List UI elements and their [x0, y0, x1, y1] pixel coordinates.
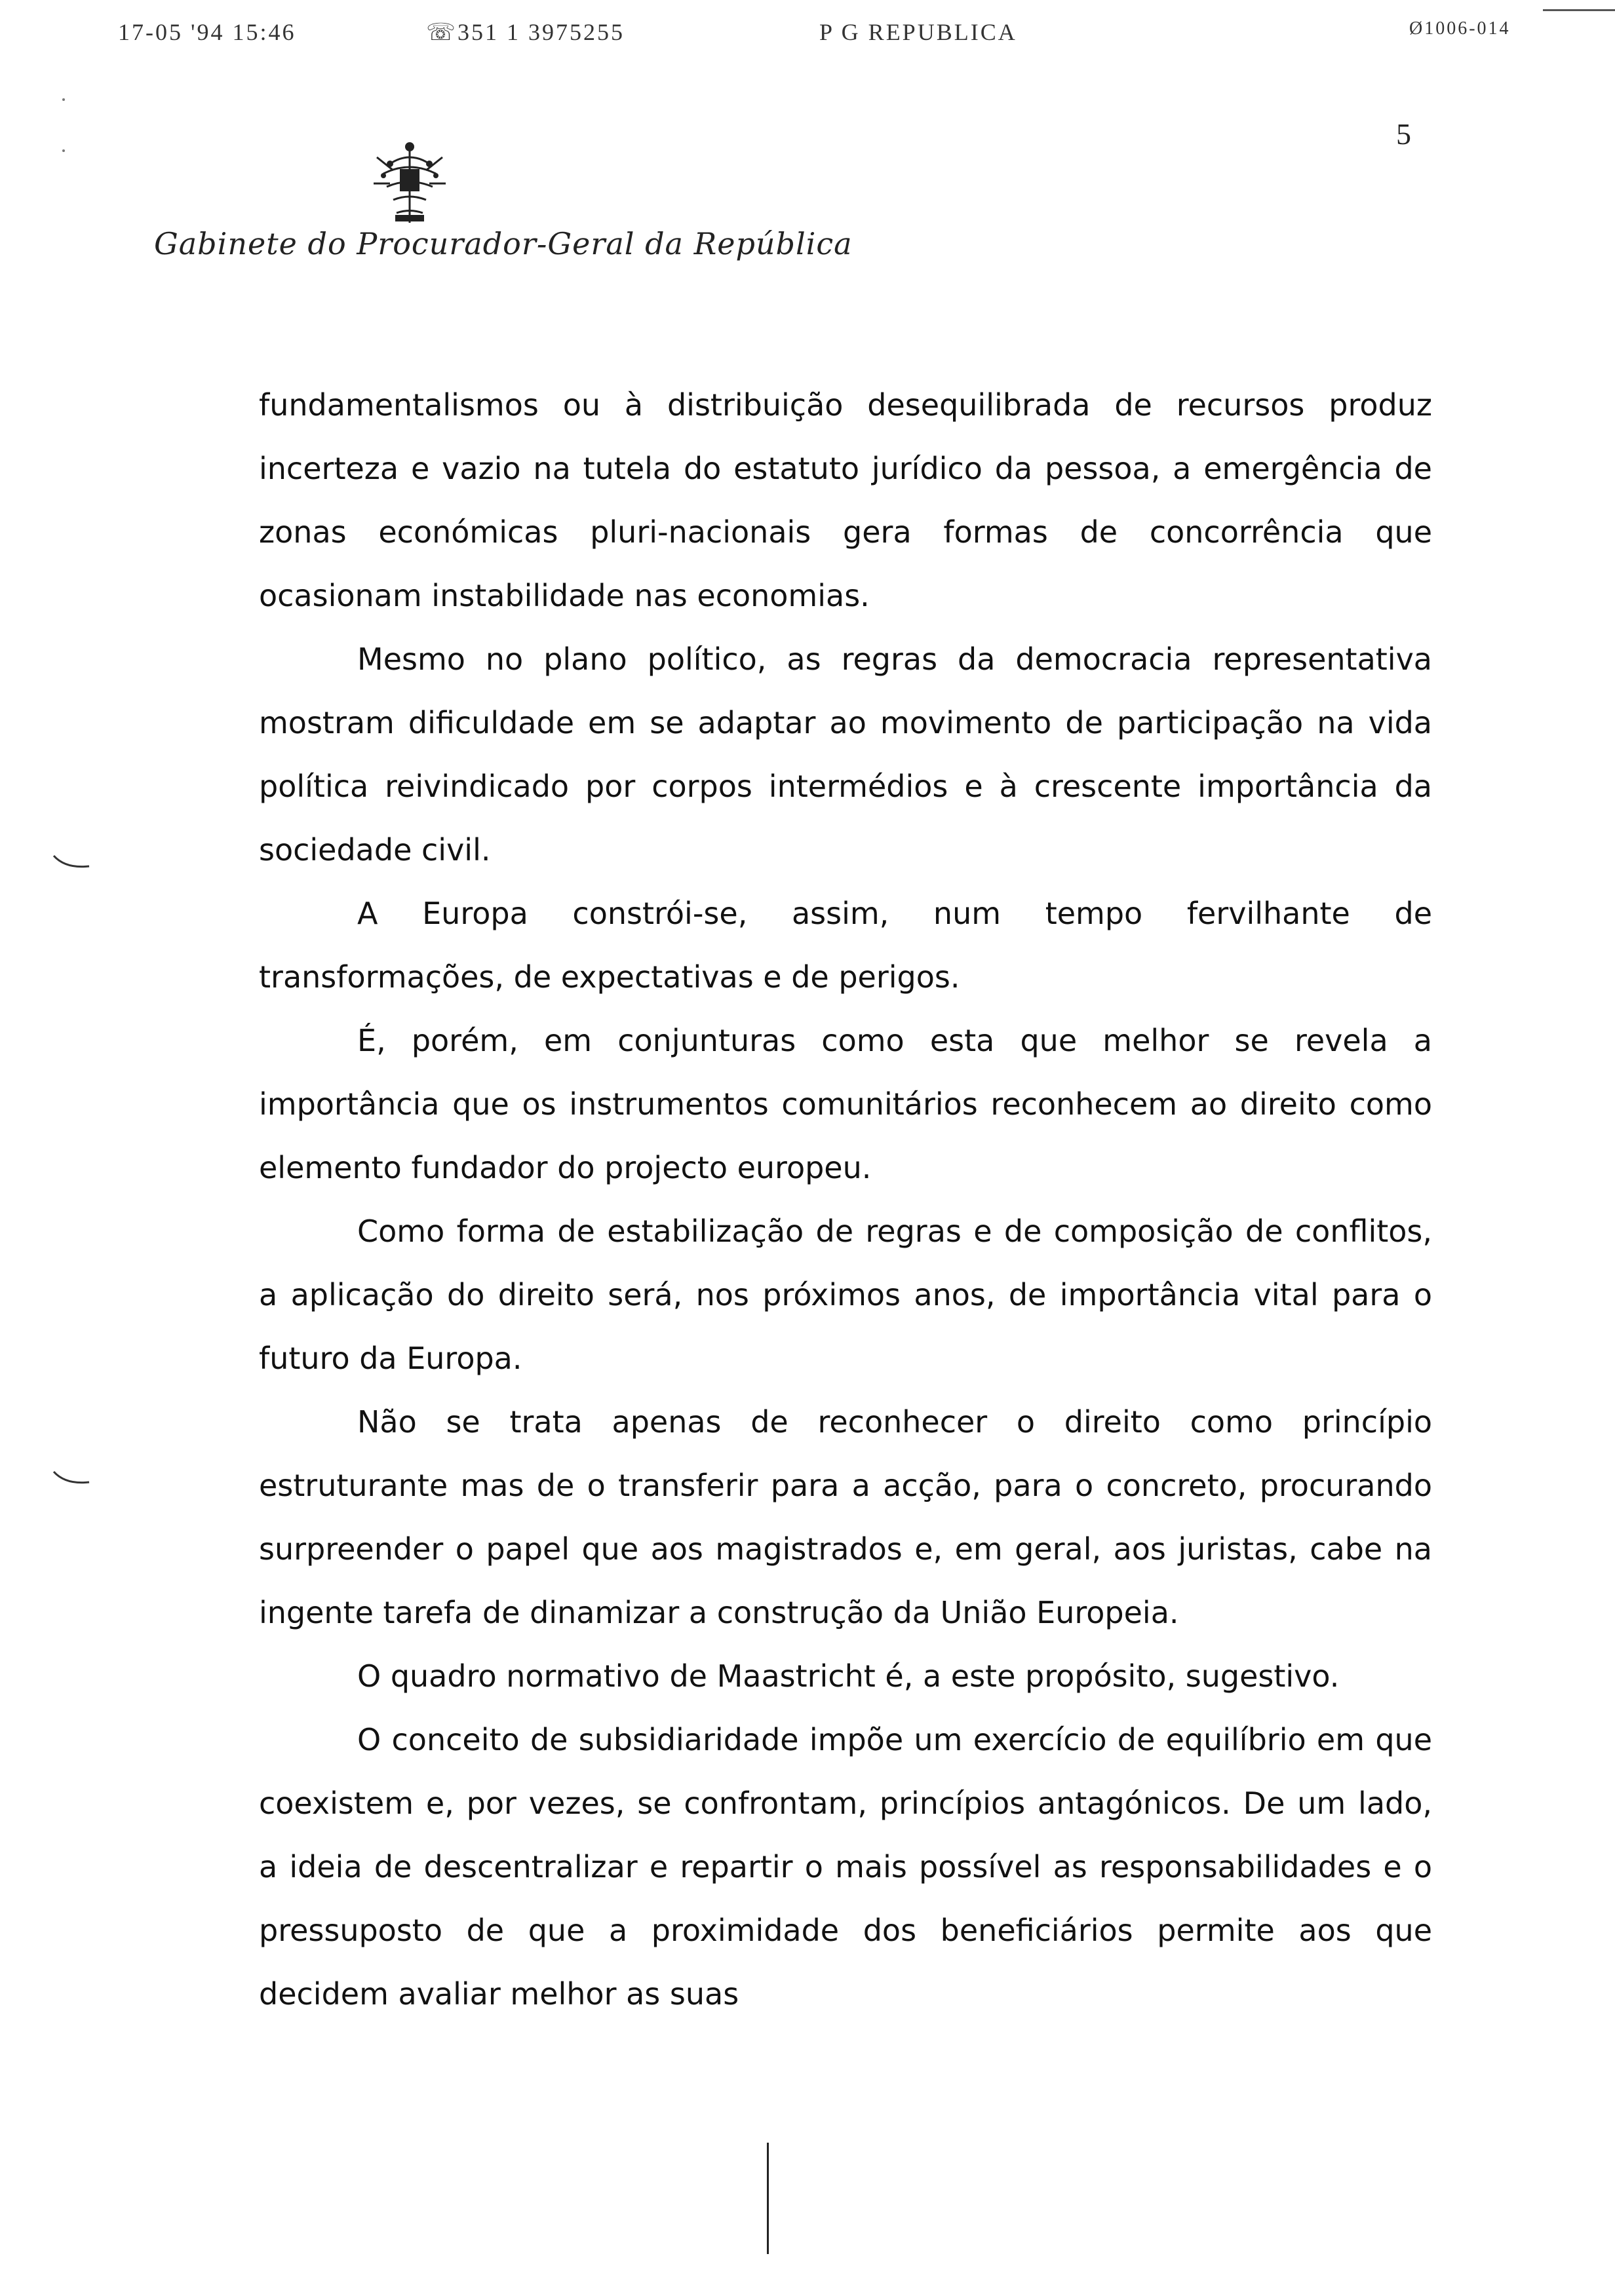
- document-body: [259, 373, 1432, 2026]
- continuation-line: [767, 2143, 769, 2254]
- page-number: 5: [1396, 117, 1411, 151]
- paragraph: Mesmo no plano político, as regras da democracia representativa mostram dificuldade em se adaptar ao movimento de participação na vida política reivindicado por corpos intermédios e à crescente importância da sociedade civil.: [259, 641, 1432, 868]
- paragraph: fundamentalismos ou à distribuição desequilibrada de recursos produz incerteza e vazio na tutela do estatuto jurídico da pessoa, a emergência de zonas económicas pluri-nacionais gera formas de concorrência que ocasionam instabilidade nas economias.: [259, 387, 1432, 613]
- paragraph: A Europa constrói-se, assim, num tempo fervilhante de transformações, de expectativas e de perigos.: [259, 896, 1432, 995]
- fax-date-time: 17-05 '94 15:46: [118, 19, 296, 45]
- binding-mark-icon: [52, 852, 92, 871]
- paragraph: É, porém, em conjunturas como esta que melhor se revela a importância que os instrumentos comunitários reconhecem ao direito como elemento fundador do projecto europeu.: [259, 1023, 1432, 1185]
- office-signature: Gabinete do Procurador-Geral da República: [154, 226, 853, 261]
- coat-of-arms-icon: [364, 138, 456, 229]
- fax-phone-number: ☏351 1 3975255: [426, 19, 625, 45]
- paragraph: O quadro normativo de Maastricht é, a este propósito, sugestivo.: [357, 1658, 1340, 1694]
- top-edge-rule: [1543, 9, 1615, 11]
- fax-sender-name: P G REPUBLICA: [819, 19, 1017, 45]
- margin-dot: [62, 149, 65, 152]
- binding-mark-icon: [52, 1468, 92, 1487]
- paragraph: O conceito de subsidiaridade impõe um exercício de equilíbrio em que coexistem e, por vezes, se confrontam, princípios antagónicos. De um lado, a ideia de descentralizar e repartir o mais possível as responsabilidades e o pressuposto de que a proximidade dos beneficiários permite aos que decidem avaliar melhor as suas: [259, 1722, 1432, 2012]
- margin-dot: [62, 98, 65, 101]
- paragraph: Como forma de estabilização de regras e de composição de conflitos, a aplicação do direito será, nos próximos anos, de importância vital para o futuro da Europa.: [259, 1214, 1432, 1376]
- fax-page-code: Ø1006-014: [1409, 18, 1511, 39]
- fax-transmission-header: [0, 18, 1615, 58]
- paragraph: Não se trata apenas de reconhecer o direito como princípio estruturante mas de o transferir para a acção, para o concreto, procurando surpreender o papel que aos magistrados e, em geral, aos juristas, cabe na ingente tarefa de dinamizar a construção da União Europeia.: [259, 1404, 1432, 1630]
